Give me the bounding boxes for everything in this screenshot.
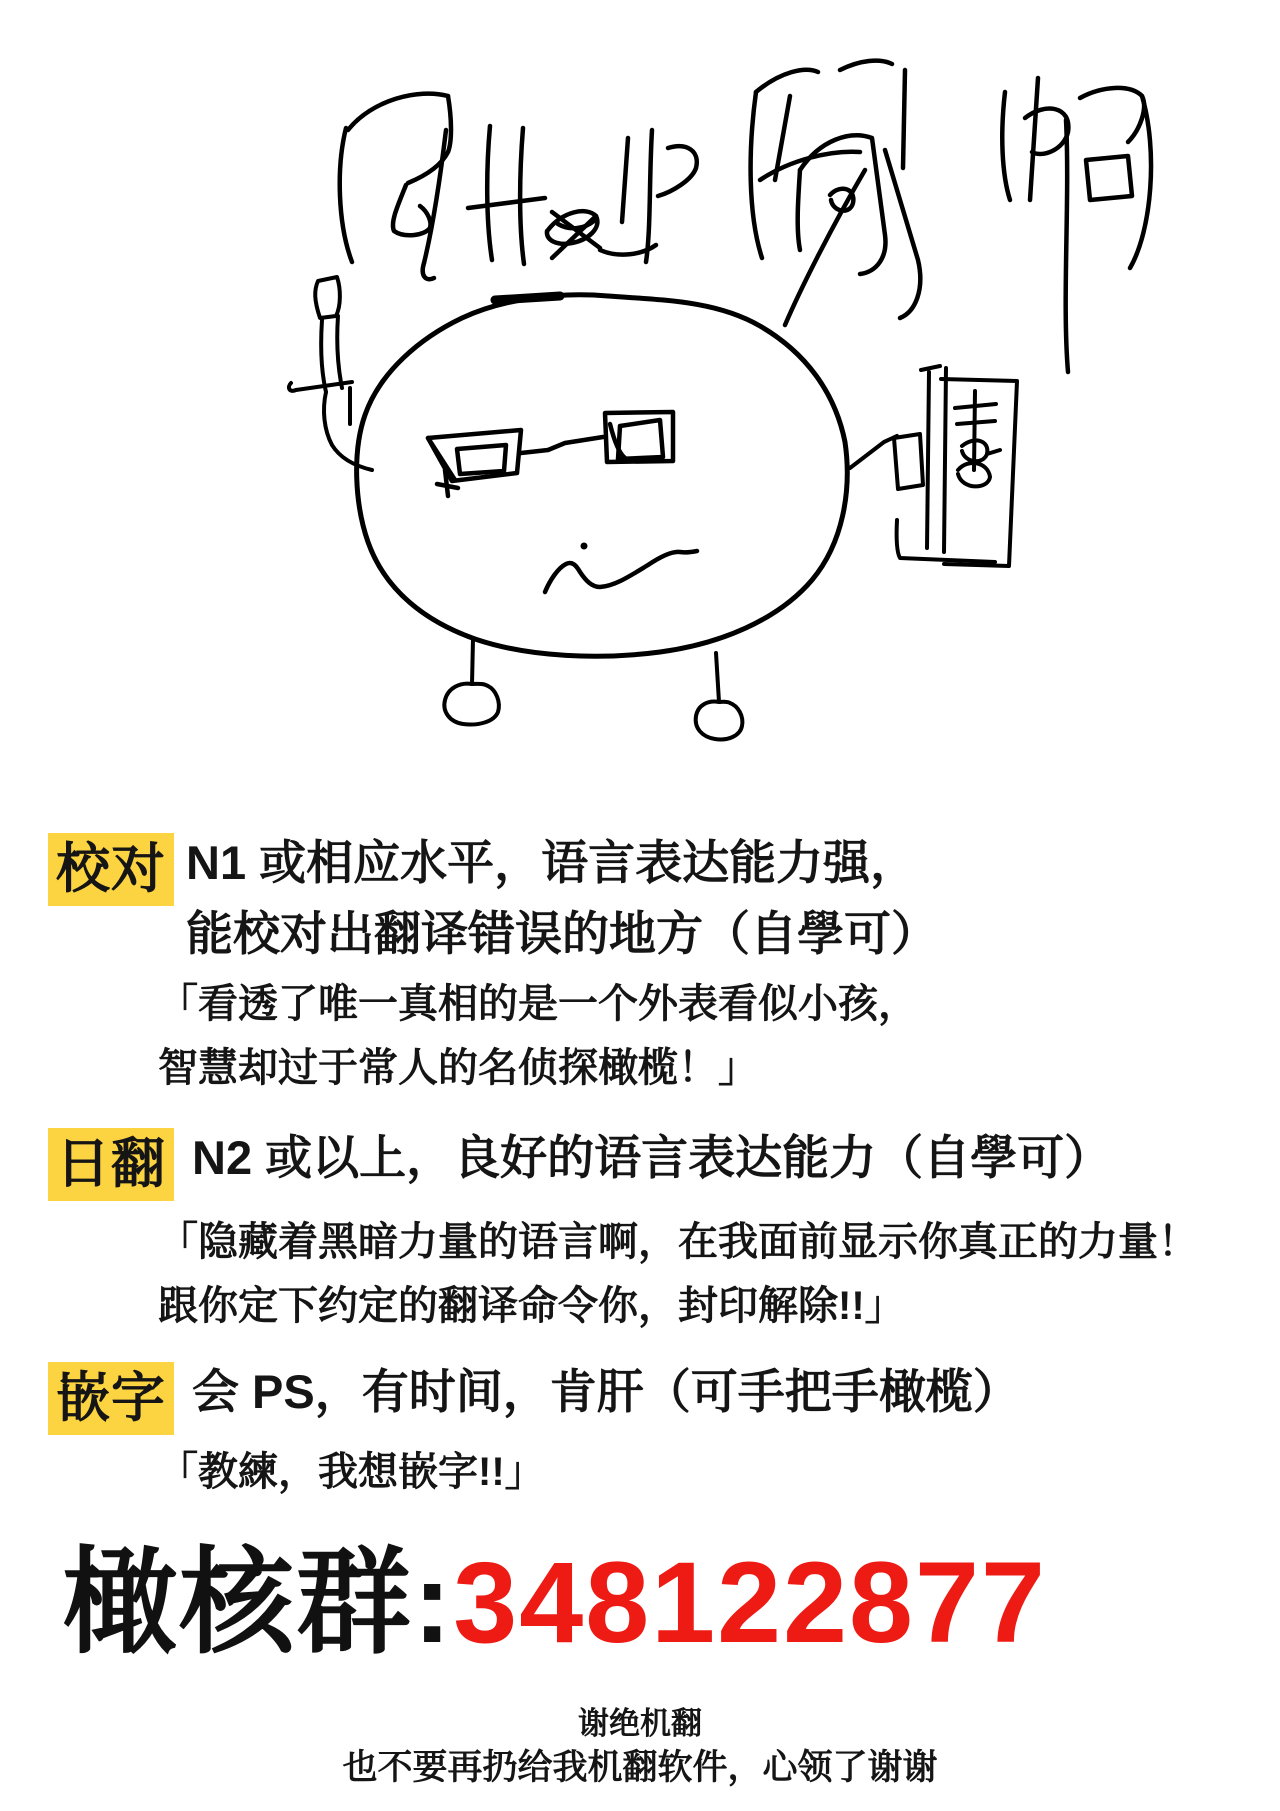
- requirement-translator: [192, 1122, 1111, 1193]
- requirement-line: N1 或相应水平，语言表达能力强，: [186, 836, 918, 889]
- scribble-title: [340, 61, 1151, 372]
- no-mtl-note: 谢绝机翻: [578, 1706, 702, 1741]
- face: [545, 543, 697, 593]
- no-mtl-note-detail: 也不要再扔给我机翻软件，心领了谢谢: [342, 1748, 938, 1787]
- tag-translator: 日翻: [48, 1128, 174, 1201]
- olive-body: [357, 295, 848, 656]
- requirement-proofread: [186, 827, 938, 969]
- quote-line: 跟你定下约定的翻译命令你，封印解除!!」: [158, 1284, 905, 1328]
- quote-line: 「隐藏着黑暗力量的语言啊，在我面前显示你真正的力量！: [158, 1220, 1198, 1264]
- tag-typesetter: 嵌字: [48, 1362, 174, 1435]
- requirement-typesetter: [192, 1356, 1020, 1427]
- olive-mascot-drawing: [140, 55, 1200, 755]
- glasses: [428, 412, 673, 496]
- group-number: 348122877: [453, 1539, 1047, 1667]
- quote-line: 「看透了唯一真相的是一个外表看似小孩，: [158, 982, 918, 1026]
- quote-line: 智慧却过于常人的名侦探橄榄！」: [158, 1046, 758, 1090]
- quote-typesetter: [158, 1440, 545, 1504]
- requirement-line: 能校对出翻译错误的地方（自學可）: [186, 907, 938, 960]
- quote-translator: [158, 1210, 1198, 1338]
- requirement-line: 会 PS，有时间，肯肝（可手把手橄榄）: [192, 1365, 1020, 1418]
- requirement-line: N2 或以上，良好的语言表达能力（自學可）: [192, 1131, 1112, 1184]
- right-arm-with-sign: [850, 366, 1017, 566]
- tag-proofread: 校对: [48, 833, 174, 906]
- quote-proofread: [158, 972, 918, 1100]
- group-label: 橄核群:: [62, 1539, 454, 1667]
- qq-group-line: [62, 1540, 1047, 1667]
- quote-line: 「教練，我想嵌字!!」: [158, 1450, 545, 1494]
